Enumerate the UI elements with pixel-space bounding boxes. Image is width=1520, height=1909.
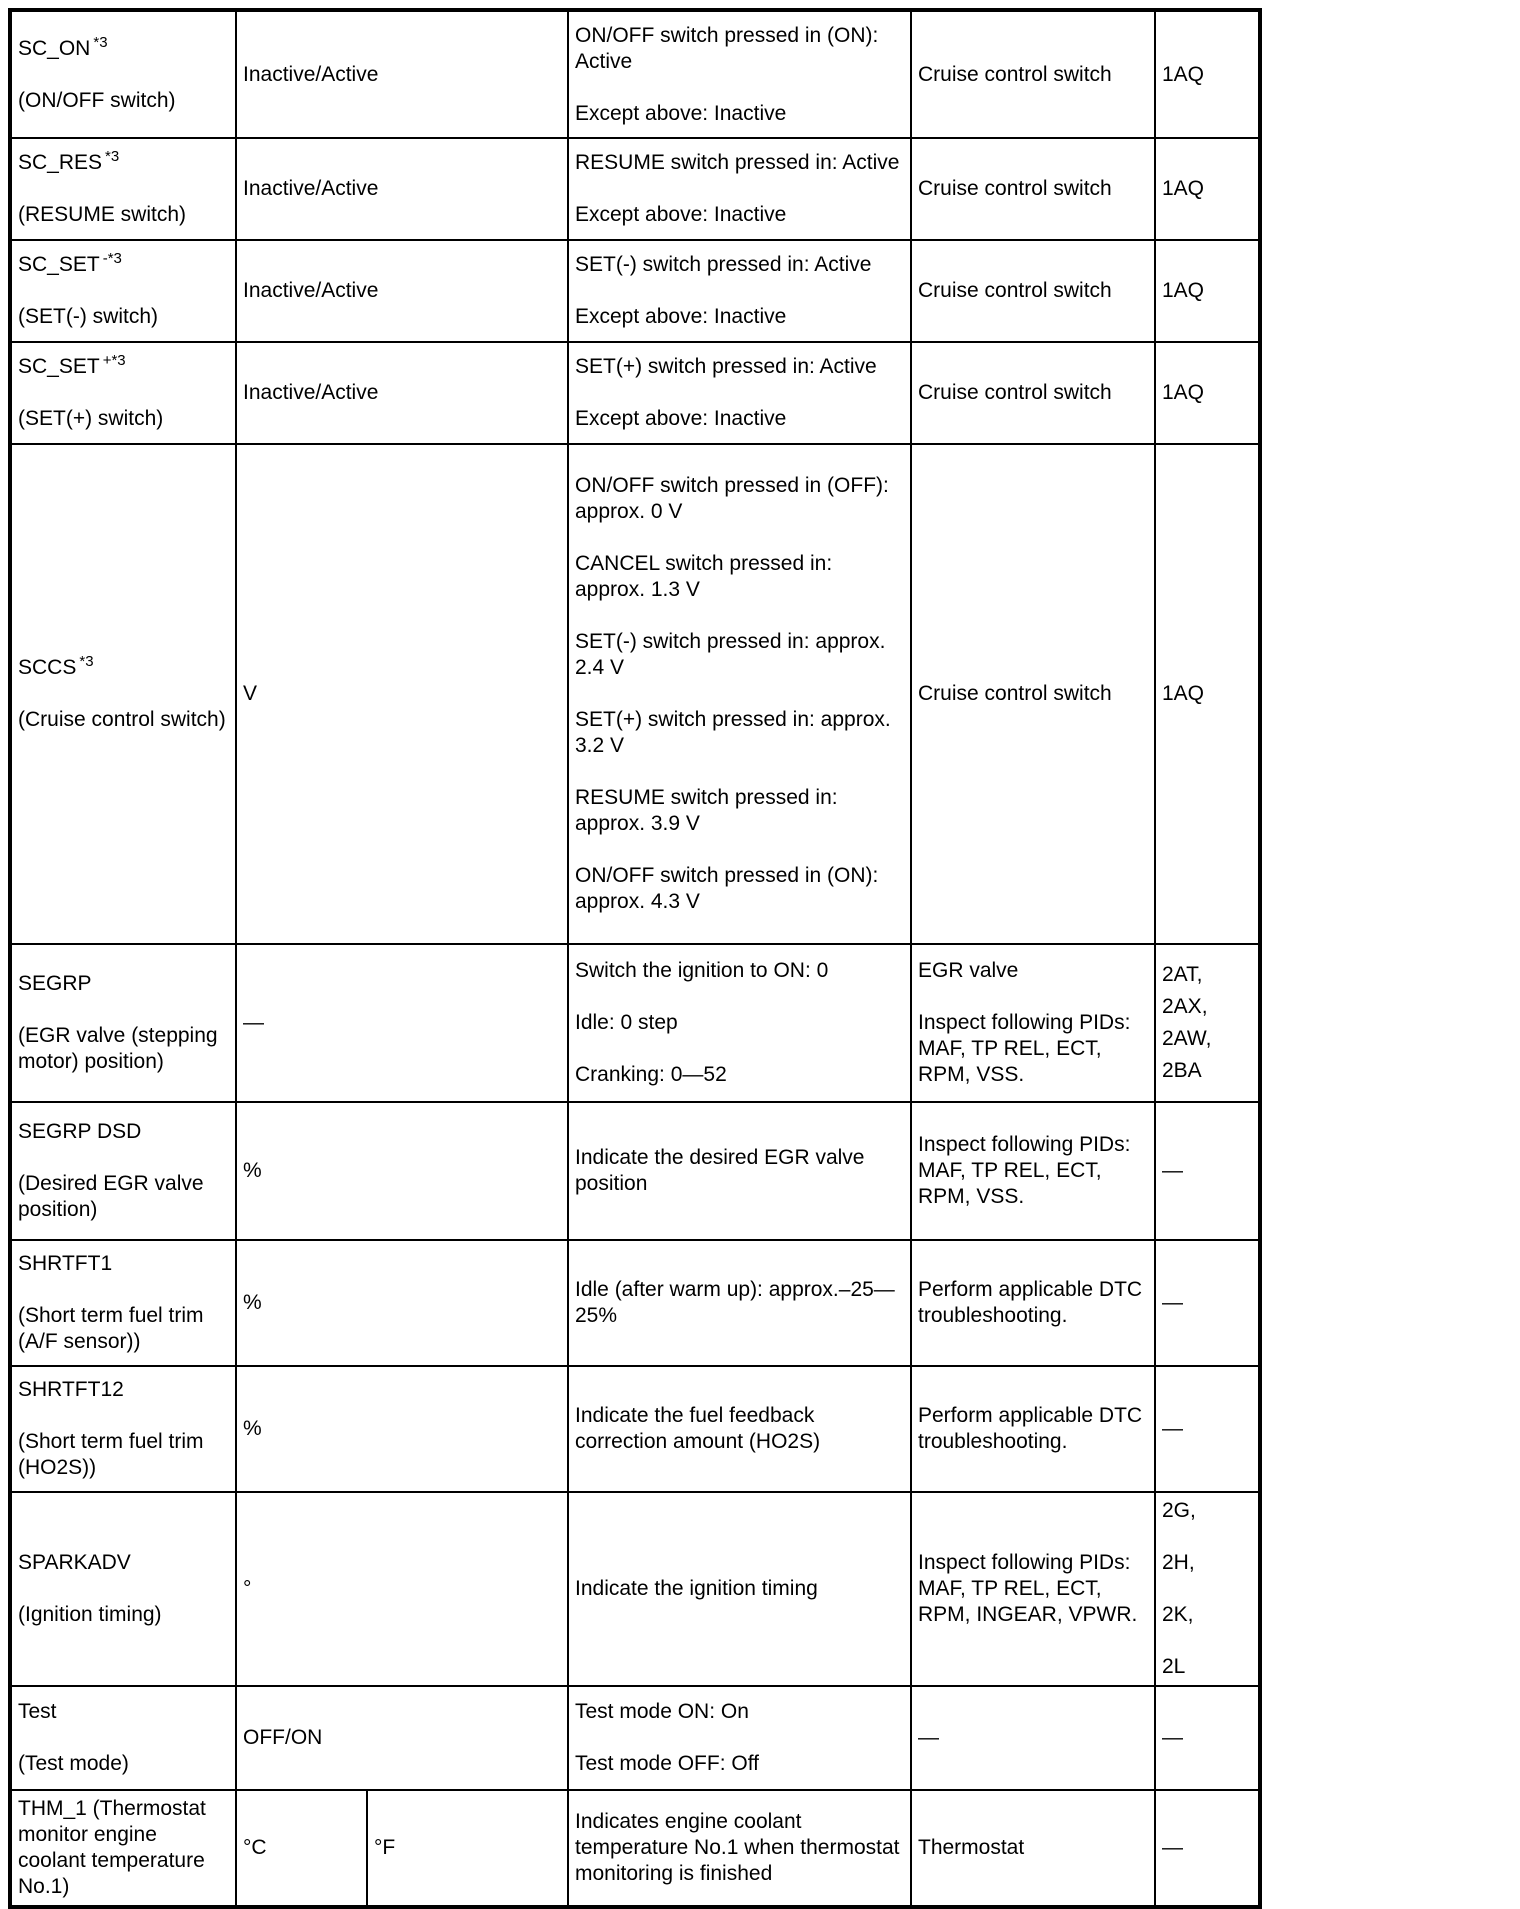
condition-text: Except above: Inactive (575, 203, 787, 226)
condition-cell (568, 1790, 911, 1907)
condition-text: ON/OFF switch pressed in (OFF): approx. 0 V (575, 474, 889, 523)
table-row (10, 1102, 1260, 1240)
condition-text: ON/OFF switch pressed in (ON): approx. 4.3 V (575, 864, 879, 913)
pid-cell (10, 1492, 236, 1686)
unit-cell: V (236, 444, 568, 944)
condition-cell (568, 944, 911, 1102)
action-text: Perform applicable DTC troubleshooting. (918, 1278, 1143, 1327)
table-row (10, 444, 1260, 944)
condition-cell (568, 1366, 911, 1492)
action-text: Inspect following PIDs: MAF, TP REL, ECT, RPM, VSS. (918, 1011, 1131, 1086)
condition-text: Test mode ON: On (575, 1700, 749, 1723)
pid-description: (RESUME switch) (18, 203, 187, 226)
page-ref-text: 2BA (1162, 1059, 1202, 1082)
pid-name-text: SHRTFT12 (18, 1378, 124, 1401)
action-text: — (918, 1726, 939, 1749)
condition-text: ON/OFF switch pressed in (ON): Active (575, 23, 879, 73)
action-cell (911, 10, 1155, 138)
condition-text: Idle: 0 step (575, 1011, 678, 1034)
condition-text: SET(+) switch pressed in: approx. 3.2 V (575, 708, 891, 757)
pid-name-text: SEGRP (18, 972, 92, 995)
action-cell (911, 944, 1155, 1102)
pid-footnote-marker: *3 (79, 653, 94, 670)
unit-cell: Inactive/Active (236, 138, 568, 240)
page-ref-text: 2L (1162, 1655, 1186, 1678)
unit-cell: % (236, 1366, 568, 1492)
pid-description: (Desired EGR valve position) (18, 1172, 204, 1221)
action-cell (911, 1102, 1155, 1240)
pid-description: (Short term fuel trim (HO2S)) (18, 1430, 204, 1479)
pid-cell (10, 342, 236, 444)
condition-text: RESUME switch pressed in: Active (575, 151, 900, 174)
pid-name (18, 150, 229, 176)
action-cell (911, 138, 1155, 240)
condition-text: Indicates engine coolant temperature No.1 when thermostat monitoring is finished (575, 1810, 900, 1885)
condition-cell (568, 1686, 911, 1790)
pid-cell (10, 944, 236, 1102)
page-ref-text: — (1162, 1159, 1183, 1182)
condition-cell (568, 1240, 911, 1366)
page-ref-cell (1155, 1366, 1260, 1492)
pid-footnote-marker: +*3 (102, 352, 126, 369)
page-ref-text: — (1162, 1836, 1183, 1859)
pid-cell (10, 1102, 236, 1240)
table-row (10, 1492, 1260, 1686)
pid-description: (Cruise control switch) (18, 708, 226, 731)
condition-cell (568, 240, 911, 342)
pid-description: (Short term fuel trim (A/F sensor)) (18, 1304, 204, 1353)
pid-name (18, 1251, 229, 1277)
action-text: Inspect following PIDs: MAF, TP REL, ECT, RPM, INGEAR, VPWR. (918, 1551, 1138, 1626)
page-ref-text: 2G, (1162, 1499, 1196, 1522)
page-ref-text: — (1162, 1726, 1183, 1749)
page-ref-cell (1155, 1686, 1260, 1790)
condition-text: Indicate the fuel feedback correction amount (HO2S) (575, 1404, 821, 1453)
condition-text: SET(+) switch pressed in: Active (575, 355, 877, 378)
page-ref-cell (1155, 1102, 1260, 1240)
page-ref-text: 2K, (1162, 1603, 1194, 1626)
page-ref-cell (1155, 342, 1260, 444)
pid-description: (SET(+) switch) (18, 407, 164, 430)
pid-description: (ON/OFF switch) (18, 88, 176, 112)
page-ref-cell (1155, 444, 1260, 944)
condition-text: Except above: Inactive (575, 407, 787, 430)
condition-text: Indicate the ignition timing (575, 1577, 818, 1600)
action-text: Thermostat (918, 1836, 1025, 1859)
action-cell (911, 1492, 1155, 1686)
pid-name (18, 655, 229, 681)
pid-description: (SET(-) switch) (18, 305, 158, 328)
pid-table-body (10, 10, 1260, 1907)
unit-cell: % (236, 1240, 568, 1366)
pid-name-text: SC_SET (18, 355, 100, 378)
condition-text: SET(-) switch pressed in: Active (575, 253, 872, 276)
pid-cell (10, 1240, 236, 1366)
unit-cell: % (236, 1102, 568, 1240)
unit-cell: OFF/ON (236, 1686, 568, 1790)
page-ref-cell (1155, 240, 1260, 342)
pid-name-text: Test (18, 1700, 57, 1723)
pid-name-text: SCCS (18, 656, 77, 679)
condition-text: Indicate the desired EGR valve position (575, 1146, 865, 1195)
table-row (10, 1790, 1260, 1907)
pid-name-text: SC_SET (18, 253, 100, 276)
condition-cell (568, 444, 911, 944)
action-text: Cruise control switch (918, 682, 1112, 705)
page-ref-cell (1155, 138, 1260, 240)
action-text: Cruise control switch (918, 279, 1112, 302)
page-ref-cell (1155, 1790, 1260, 1907)
condition-text: RESUME switch pressed in: approx. 3.9 V (575, 786, 838, 835)
pid-name (18, 1550, 229, 1576)
condition-text: CANCEL switch pressed in: approx. 1.3 V (575, 552, 833, 601)
pid-footnote-marker: *3 (93, 33, 108, 51)
condition-cell (568, 1102, 911, 1240)
pid-name-text: SC_RES (18, 151, 103, 174)
pid-name (18, 1119, 229, 1145)
pid-name (18, 1377, 229, 1403)
action-cell (911, 342, 1155, 444)
action-cell (911, 444, 1155, 944)
action-text: Cruise control switch (918, 62, 1112, 86)
action-text: Inspect following PIDs: MAF, TP REL, ECT, RPM, VSS. (918, 1133, 1131, 1208)
page-ref-cell (1155, 1240, 1260, 1366)
pid-name-text: SEGRP DSD (18, 1120, 142, 1143)
pid-name (18, 252, 229, 278)
table-row (10, 1366, 1260, 1492)
pid-description: (Ignition timing) (18, 1603, 162, 1626)
page-ref-text: 2AT, (1162, 963, 1203, 986)
pid-name-text: SC_ON (18, 36, 91, 60)
table-row (10, 944, 1260, 1102)
page-ref-cell (1155, 1492, 1260, 1686)
action-text: Perform applicable DTC troubleshooting. (918, 1404, 1143, 1453)
pid-cell (10, 1366, 236, 1492)
condition-cell (568, 1492, 911, 1686)
action-cell (911, 240, 1155, 342)
page-ref-text: 1AQ (1162, 62, 1205, 86)
unit-secondary-cell: °F (367, 1790, 568, 1907)
condition-text: Except above: Inactive (575, 305, 787, 328)
condition-text: Except above: Inactive (575, 101, 787, 125)
pid-cell (10, 240, 236, 342)
table-row (10, 1686, 1260, 1790)
table-row (10, 1240, 1260, 1366)
pid-cell (10, 1790, 236, 1907)
action-text: Cruise control switch (918, 177, 1112, 200)
table-row (10, 10, 1260, 138)
condition-text: Switch the ignition to ON: 0 (575, 959, 829, 982)
table-row (10, 138, 1260, 240)
unit-cell: Inactive/Active (236, 10, 568, 138)
action-cell (911, 1686, 1155, 1790)
pid-footnote-marker: *3 (105, 148, 120, 165)
table-row (10, 342, 1260, 444)
condition-cell (568, 342, 911, 444)
pid-name (18, 1796, 229, 1900)
page-ref-text: 1AQ (1162, 177, 1205, 200)
page-ref-text: 1AQ (1162, 682, 1205, 705)
pid-cell (10, 138, 236, 240)
condition-text: Idle (after warm up): approx.–25—25% (575, 1278, 895, 1327)
pid-cell (10, 444, 236, 944)
unit-cell: — (236, 944, 568, 1102)
page-ref-text: 1AQ (1162, 381, 1205, 404)
unit-cell: °C (236, 1790, 367, 1907)
pid-cell (10, 10, 236, 138)
condition-text: Test mode OFF: Off (575, 1752, 759, 1775)
page-ref-text: — (1162, 1417, 1183, 1440)
pid-name (18, 354, 229, 380)
page-ref-cell (1155, 944, 1260, 1102)
page-ref-cell (1155, 10, 1260, 138)
table-row (10, 240, 1260, 342)
unit-cell: Inactive/Active (236, 240, 568, 342)
pid-cell (10, 1686, 236, 1790)
condition-cell (568, 10, 911, 138)
pid-name-text: SPARKADV (18, 1551, 131, 1574)
pid-description: (EGR valve (stepping motor) position) (18, 1024, 218, 1073)
condition-text: SET(-) switch pressed in: approx. 2.4 V (575, 630, 886, 679)
unit-cell: ° (236, 1492, 568, 1686)
page-ref-text: — (1162, 1291, 1183, 1314)
page-ref-text: 1AQ (1162, 279, 1205, 302)
pid-name-text: SHRTFT1 (18, 1252, 113, 1275)
pid-name (18, 33, 229, 62)
pid-name (18, 971, 229, 997)
pid-description: (Test mode) (18, 1752, 129, 1775)
pid-name-text: THM_1 (Thermostat monitor engine coolant temperature No.1) (18, 1797, 206, 1898)
page-ref-text: 2H, (1162, 1551, 1195, 1574)
action-text: EGR valve (918, 959, 1019, 982)
action-cell (911, 1366, 1155, 1492)
pid-footnote-marker: -*3 (102, 250, 122, 267)
page-ref-text: 2AX, (1162, 995, 1208, 1018)
pid-data-monitor-table (8, 8, 1262, 1909)
condition-cell (568, 138, 911, 240)
page-ref-text: 2AW, (1162, 1027, 1212, 1050)
pid-name (18, 1699, 229, 1725)
action-text: Cruise control switch (918, 381, 1112, 404)
condition-text: Cranking: 0—52 (575, 1063, 727, 1086)
unit-cell: Inactive/Active (236, 342, 568, 444)
action-cell (911, 1790, 1155, 1907)
action-cell (911, 1240, 1155, 1366)
